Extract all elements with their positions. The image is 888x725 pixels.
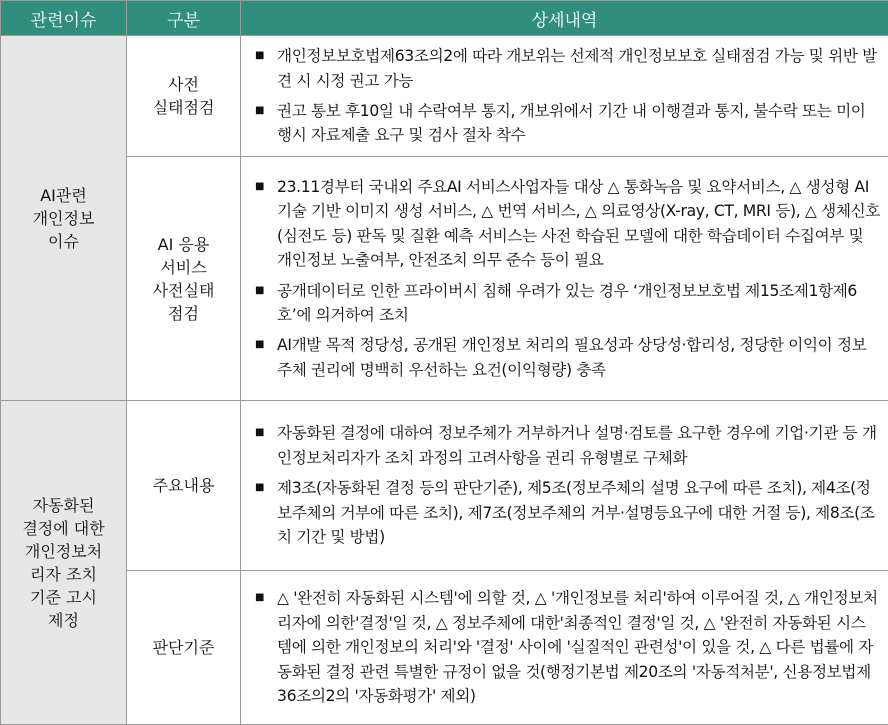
list-item: ■ 개인정보보호법제63조의2에 따라 개보위는 선제적 개인정보보호 실태점검 가능 및 위반 발견 시 시정 권고 가능 — [251, 44, 880, 93]
square-bullet-icon: ■ — [255, 427, 265, 439]
subcategory-cell — [127, 157, 241, 401]
square-bullet-icon: ■ — [255, 105, 265, 116]
square-bullet-icon: ■ — [255, 339, 265, 351]
issue-cell-ai-privacy — [1, 36, 127, 401]
subcategory-label: 사전 실태점검 — [152, 75, 215, 117]
subcategory-cell — [127, 571, 241, 725]
issue-label: 자동화된 결정에 대한 개인정보처 리자 조치 기준 고시 제정 — [22, 495, 105, 630]
subcategory-label: AI 응용 서비스 사전실태 점검 — [152, 234, 215, 323]
table-row — [1, 36, 888, 157]
issue-cell-automated-decision — [1, 401, 127, 725]
list-item: ■ 공개데이터로 인한 프라이버시 침해 우려가 있는 경우 ‘개인정보보호법 제15조제1항제6호’에 의거하여 조치 — [251, 279, 880, 328]
table-row — [1, 157, 888, 401]
details-cell — [241, 36, 888, 157]
table-row — [1, 571, 888, 725]
list-item: ■ AI개발 목적 정당성, 공개된 개인정보 처리의 필요성과 상당성·합리성, 정당한 이익이 정보주체 권리에 명백히 우선하는 요건(이익형량) 충족 — [251, 333, 880, 382]
table-row — [1, 401, 888, 571]
subcategory-cell — [127, 401, 241, 571]
list-item: ■ 자동화된 결정에 대하여 정보주체가 거부하거나 설명·검토를 요구한 경우에 기업·기관 등 개인정보처리자가 조치 과정의 고려사항을 권리 유형별로 구체화 — [251, 421, 880, 470]
subcategory-label: 판단기준 — [152, 638, 215, 657]
square-bullet-icon: ■ — [255, 284, 265, 296]
subcategory-label: 주요내용 — [152, 476, 215, 495]
list-item: ■ 권고 통보 후10일 내 수락여부 통지, 개보위에서 기간 내 이행결과 통지, 불수락 또는 미이행시 자료제출 요구 및 검사 절차 착수 — [251, 99, 880, 148]
header-details: 상세내역 — [241, 1, 888, 36]
square-bullet-icon: ■ — [255, 180, 265, 192]
subcategory-cell — [127, 36, 241, 157]
header-related-issue: 관련이슈 — [1, 1, 127, 36]
issue-label: AI관련 개인정보 이슈 — [32, 185, 95, 251]
square-bullet-icon: ■ — [255, 482, 265, 494]
list-item: ■ △ '완전히 자동화된 시스템'에 의할 것, △ '개인정보를 처리'하여 이루어질 것, △ 개인정보처리자에 의한'결정'일 것, △ 정보주체에 대한'최종적인 결정'일 것, △ '완전히 자동화된 시스템에 의한 개인정보의 처리'와 '결정' 사이에 '실질적인 관련성'이 있을 것, △ 다른 법률에 자동화된 결정 관련 특별한 규정이 없을 것(행정기본법 제20조의 '자동적처분', 신용정보법제36조의2의 '자동화평가' 제외) — [251, 586, 880, 708]
details-cell — [241, 157, 888, 401]
details-cell — [241, 401, 888, 571]
details-cell — [241, 571, 888, 725]
square-bullet-icon: ■ — [255, 50, 265, 62]
list-item: ■ 23.11경부터 국내외 주요AI 서비스사업자들 대상 △ 통화녹음 및 요약서비스, △ 생성형 AI기술 기반 이미지 생성 서비스, △ 번역 서비스, △ 의료영상(X-ray, CT, MRI 등), △ 생체신호(심전도 등) 판독 및 질환 예측 서비스는 사전 학습된 모델에 대한 학습데이터 수집여부 및 개인정보 노출여부, 안전조치 의무 준수 등이 필요 — [251, 175, 880, 273]
square-bullet-icon: ■ — [255, 592, 265, 604]
header-row — [1, 1, 888, 36]
list-item: ■ 제3조(자동화된 결정 등의 판단기준), 제5조(정보주체의 설명 요구에 따른 조치), 제4조(정보주체의 거부에 따른 조치), 제7조(정보주체의 거부·설명등요구에 대한 거절 등), 제8조(조치 기간 및 방법) — [251, 476, 880, 549]
header-category: 구분 — [127, 1, 241, 36]
